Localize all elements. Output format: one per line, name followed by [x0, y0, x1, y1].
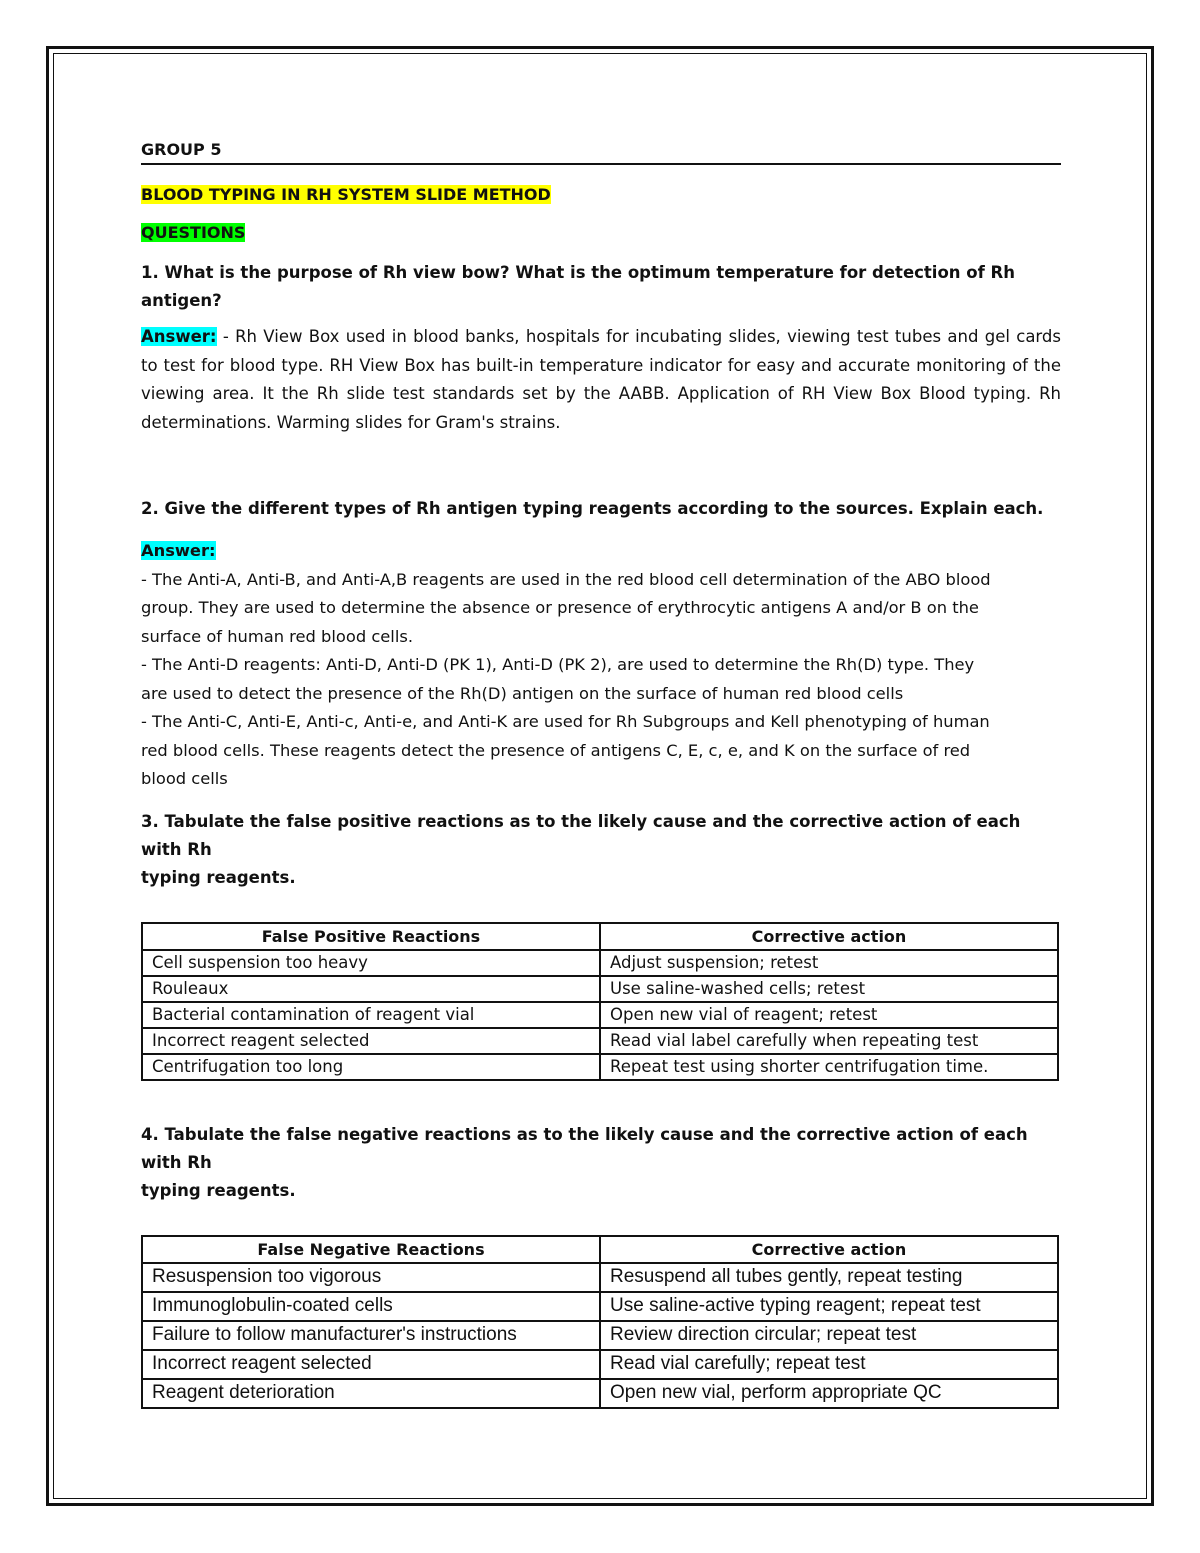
table-cell: Failure to follow manufacturer's instructions: [142, 1321, 600, 1350]
answer-2-line: blood cells: [141, 769, 228, 788]
table-row: [142, 1263, 1058, 1292]
table-cell: Use saline-active typing reagent; repeat test: [600, 1292, 1058, 1321]
table-header-cell: False Positive Reactions: [142, 923, 600, 950]
question-1-line1: 1. What is the purpose of Rh view bow? What is the optimum temperature for detection of Rh: [141, 263, 1016, 282]
table-header-row: [142, 1236, 1058, 1263]
answer-2-line: - The Anti-D reagents: Anti-D, Anti-D (PK 1), Anti-D (PK 2), are used to determine the Rh(D) type. They: [141, 655, 975, 674]
question-2: 2. Give the different types of Rh antigen typing reagents according to the sources. Explain each.: [141, 499, 1044, 518]
answer-2-line: group. They are used to determine the absence or presence of erythrocytic antigens A and/or B on the: [141, 598, 979, 617]
table-cell: Centrifugation too long: [142, 1054, 600, 1080]
answer-2-line: surface of human red blood cells.: [141, 626, 414, 646]
question-3: [141, 808, 1061, 892]
answer-2-line: - The Anti-C, Anti-E, Anti-c, Anti-e, and Anti-K are used for Rh Subgroups and Kell phenotyping of human: [141, 712, 990, 731]
false-negative-table: [141, 1235, 1059, 1409]
table-row: [142, 1028, 1058, 1054]
questions-label: QUESTIONS: [141, 223, 246, 242]
question-4-line2: typing reagents.: [141, 1180, 296, 1200]
document-title: BLOOD TYPING IN RH SYSTEM SLIDE METHOD: [141, 185, 551, 204]
questions-label-block: [141, 223, 1061, 243]
question-4: [141, 1121, 1061, 1205]
answer-2-label: Answer:: [141, 541, 216, 560]
table-cell: Open new vial, perform appropriate QC: [600, 1379, 1058, 1408]
question-3-line2: typing reagents.: [141, 867, 296, 887]
table-row: [142, 1292, 1058, 1321]
question-4-line1: 4. Tabulate the false negative reactions as to the likely cause and the corrective action of each with Rh: [141, 1124, 1028, 1172]
table-cell: Use saline-washed cells; retest: [600, 976, 1058, 1002]
table-cell: Resuspend all tubes gently, repeat testing: [600, 1263, 1058, 1292]
table-cell: Open new vial of reagent; retest: [600, 1002, 1058, 1028]
title-block: [141, 185, 1061, 205]
table-row: [142, 1321, 1058, 1350]
table-header-cell: Corrective action: [600, 923, 1058, 950]
table-cell: Bacterial contamination of reagent vial: [142, 1002, 600, 1028]
table-row: [142, 950, 1058, 976]
table-row: [142, 1054, 1058, 1080]
answer-2-label-line: [141, 537, 1061, 566]
table-cell: Read vial carefully; repeat test: [600, 1350, 1058, 1379]
group-heading: GROUP 5: [141, 140, 1061, 165]
question-1: [141, 259, 1061, 315]
table-header-cell: False Negative Reactions: [142, 1236, 600, 1263]
answer-1-text: - Rh View Box used in blood banks, hospitals for incubating slides, viewing test tubes and gel cards to test for blood type. RH View Box has built-in temperature indicator for easy and accurate monitoring of the viewing area. It the Rh slide test standards set by the AABB. Application of RH View Box Blood typing. Rh determinations. Warming slides for Gram's strains.: [141, 327, 1061, 432]
table-cell: Repeat test using shorter centrifugation time.: [600, 1054, 1058, 1080]
question-3-line1: 3. Tabulate the false positive reactions as to the likely cause and the corrective action of each with Rh: [141, 811, 1021, 859]
table-cell: Reagent deterioration: [142, 1379, 600, 1408]
table-cell: Incorrect reagent selected: [142, 1350, 600, 1379]
table-header-row: [142, 923, 1058, 950]
question-1-line2: antigen?: [141, 291, 222, 310]
answer-2-line: are used to detect the presence of the Rh(D) antigen on the surface of human red blood cells: [141, 683, 904, 703]
table-row: [142, 976, 1058, 1002]
table-cell: Rouleaux: [142, 976, 600, 1002]
table-header-cell: Corrective action: [600, 1236, 1058, 1263]
answer-1-label: Answer:: [141, 327, 217, 346]
document-body: [141, 140, 1061, 1409]
table-row: [142, 1350, 1058, 1379]
table-cell: Incorrect reagent selected: [142, 1028, 600, 1054]
table-cell: Resuspension too vigorous: [142, 1263, 600, 1292]
table-cell: Adjust suspension; retest: [600, 950, 1058, 976]
false-positive-table: [141, 922, 1059, 1081]
answer-2-line: red blood cells. These reagents detect the presence of antigens C, E, c, e, and K on the surface of red: [141, 740, 971, 760]
table-cell: Read vial label carefully when repeating test: [600, 1028, 1058, 1054]
table-cell: Cell suspension too heavy: [142, 950, 600, 976]
answer-2: [141, 537, 1061, 794]
table-row: [142, 1379, 1058, 1408]
answer-2-line: - The Anti-A, Anti-B, and Anti-A,B reagents are used in the red blood cell determination of the ABO blood: [141, 569, 991, 589]
table-cell: Immunoglobulin-coated cells: [142, 1292, 600, 1321]
table-cell: Review direction circular; repeat test: [600, 1321, 1058, 1350]
answer-1: [141, 323, 1061, 437]
table-row: [142, 1002, 1058, 1028]
